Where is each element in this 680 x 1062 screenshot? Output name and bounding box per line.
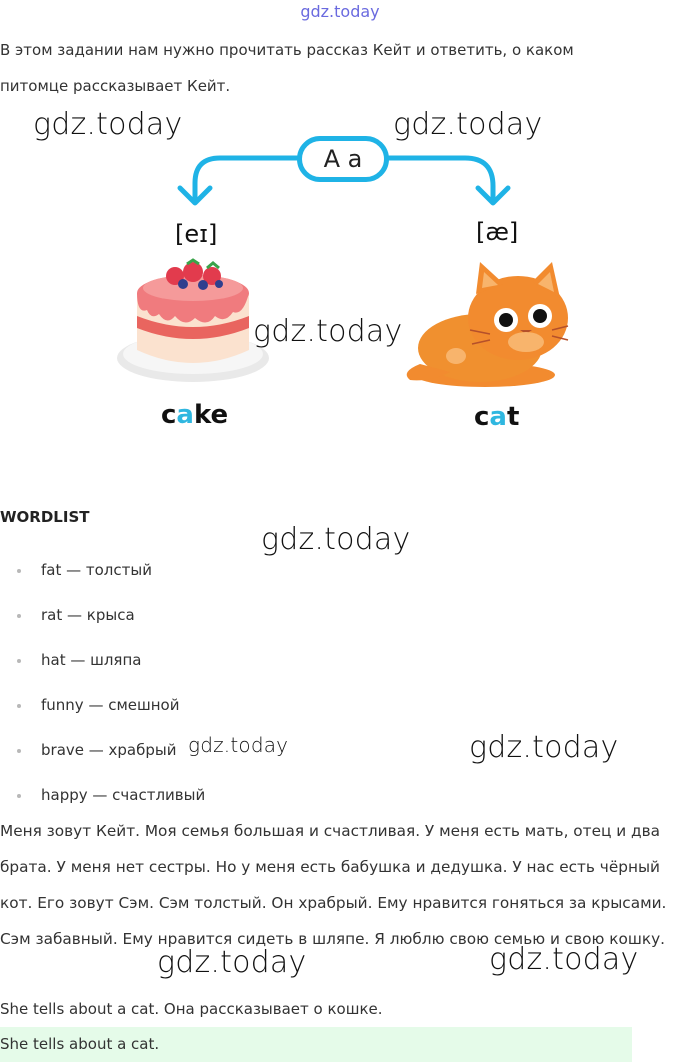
word-cat-vowel: a xyxy=(489,402,507,432)
watermark: gdz.today xyxy=(261,522,411,557)
cake-illustration xyxy=(115,258,275,388)
watermark: gdz.today xyxy=(33,107,183,142)
list-item: rat — крыса xyxy=(0,593,205,638)
word-cake xyxy=(161,400,228,430)
watermark: gdz.today xyxy=(157,945,307,980)
word-cake-end: ke xyxy=(193,400,229,430)
word-cake-vowel: a xyxy=(176,400,194,430)
watermark: gdz.today xyxy=(188,733,289,757)
word-cat xyxy=(474,402,519,432)
watermark: gdz.today xyxy=(469,730,619,765)
letter-pill: A a xyxy=(297,136,389,182)
watermark: gdz.today xyxy=(253,314,403,349)
answer-highlight: She tells about a cat. xyxy=(0,1027,632,1062)
wordlist xyxy=(0,548,205,818)
word-cake-start: c xyxy=(161,400,177,430)
list-item: happy — счастливый xyxy=(0,773,205,818)
list-item: brave — храбрый xyxy=(0,728,205,773)
story-text: Меня зовут Кейт. Моя семья большая и счастливая. У меня есть мать, отец и два брата. У меня нет сестры. Но у меня есть бабушка и дедушка. У нас есть чёрный кот. Его зовут Сэм. Сэм толстый. Он храбрый. Ему нравится гоняться за крысами. Сэм забавный. Ему нравится сидеть в шляпе. Я люблю свою семью и свою кошку. xyxy=(0,822,667,948)
list-item: funny — смешной xyxy=(0,683,205,728)
word-cat-end: t xyxy=(506,402,520,432)
header-watermark: gdz.today xyxy=(300,2,380,21)
phonetic-left: [eɪ] xyxy=(175,220,218,248)
watermark: gdz.today xyxy=(393,107,543,142)
watermark: gdz.today xyxy=(489,942,639,977)
phonetic-right: [æ] xyxy=(476,218,519,246)
answer-text: She tells about a cat. Она рассказывает о кошке. xyxy=(0,1000,383,1018)
intro-text: В этом задании нам нужно прочитать рассказ Кейт и ответить, о каком питомце рассказывает Кейт. xyxy=(0,41,574,95)
wordlist-title: WORDLIST xyxy=(0,508,90,526)
list-item: hat — шляпа xyxy=(0,638,205,683)
word-cat-start: c xyxy=(474,402,490,432)
list-item: fat — толстый xyxy=(0,548,205,593)
cat-illustration xyxy=(400,260,570,390)
